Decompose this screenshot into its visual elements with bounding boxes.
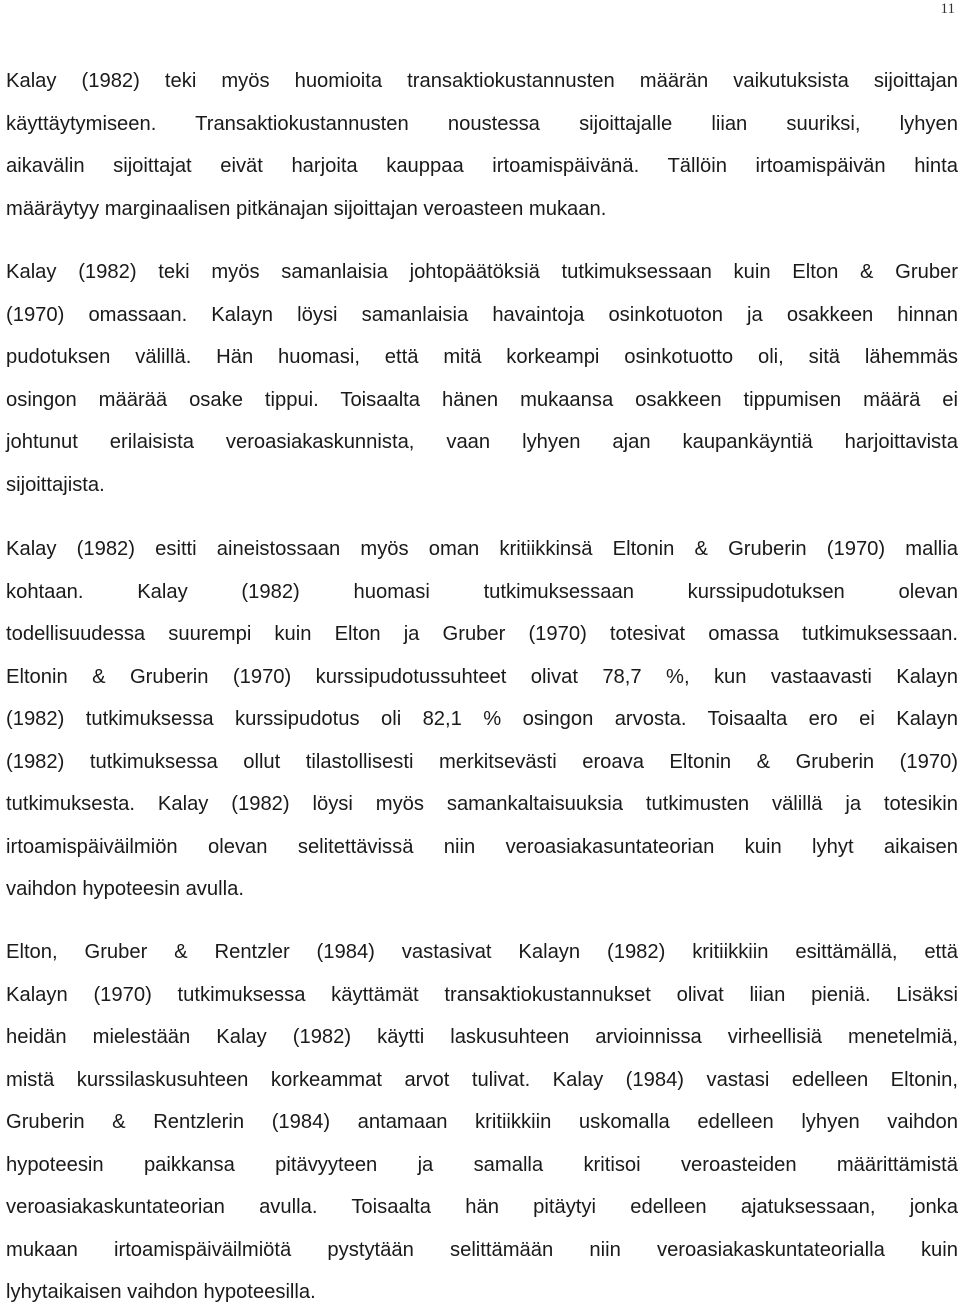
text-line: kohtaan. Kalay (1982) huomasi tutkimuksessaan kurssipudotuksen olevan [6,580,958,603]
text-line: mistä kurssilaskusuhteen korkeammat arvot tulivat. Kalay (1984) vastasi edelleen Eltonin, [6,1068,958,1091]
text-line: Gruberin & Rentzlerin (1984) antamaan kritiikkiin uskomalla edelleen lyhyen vaihdon [6,1111,958,1133]
text-line: Kalay (1982) teki myös samanlaisia johtopäätöksiä tutkimuksessaan kuin Elton & Gruber [6,261,958,283]
text-line: heidän mielestään Kalay (1982) käytti laskusuhteen arvioinnissa virheellisiä menetelmiä, [6,1026,958,1048]
paragraph-4 [6,931,958,1314]
text-line: osingon määrää osake tippui. Toisaalta hänen mukaansa osakkeen tippumisen määrä ei [6,388,958,411]
text-line: Kalayn (1970) tutkimuksessa käyttämät transaktiokustannukset olivat liian pieniä. Lisäksi [6,983,958,1006]
text-line: (1982) tutkimuksessa kurssipudotus oli 82,1 % osingon arvosta. Toisaalta ero ei Kalayn [6,708,958,730]
text-line: Elton, Gruber & Rentzler (1984) vastasivat Kalayn (1982) kritiikkiin esittämällä, että [6,941,958,963]
text-line: sijoittajista. [6,473,105,496]
text-line: pudotuksen välillä. Hän huomasi, että mitä korkeampi osinkotuotto oli, sitä lähemmäs [6,346,958,368]
paragraph-3 [6,528,958,911]
text-line: todellisuudessa suurempi kuin Elton ja Gruber (1970) totesivat omassa tutkimuksessaan. [6,623,958,645]
text-line: hypoteesin paikkansa pitävyyteen ja samalla kritisoi veroasteiden määrittämistä [6,1153,958,1176]
text-line: aikavälin sijoittajat eivät harjoita kauppaa irtoamispäivänä. Tällöin irtoamispäivän hinta [6,155,958,177]
paragraph-1 [6,60,958,230]
text-line: (1970) omassaan. Kalayn löysi samanlaisia havaintoja osinkotuoton ja osakkeen hinnan [6,303,958,326]
page-number: 11 [940,1,955,17]
paragraph-2 [6,251,958,506]
text-line: lyhytaikaisen vaihdon hypoteesilla. [6,1281,316,1303]
text-line: irtoamispäiväilmiön olevan selitettävissä niin veroasiakasuntateorian kuin lyhyt aikaisen [6,835,958,858]
text-line: Eltonin & Gruberin (1970) kurssipudotussuhteet olivat 78,7 %, kun vastaavasti Kalayn [6,665,958,688]
text-line: mukaan irtoamispäiväilmiötä pystytään selittämään niin veroasiakaskuntateorialla kuin [6,1238,958,1261]
text-line: Kalay (1982) esitti aineistossaan myös oman kritiikkinsä Eltonin & Gruberin (1970) mallia [6,538,958,560]
text-line: (1982) tutkimuksessa ollut tilastollisesti merkitsevästi eroava Eltonin & Gruberin (1970) [6,750,958,773]
text-line: vaihdon hypoteesin avulla. [6,878,244,900]
text-line: tutkimuksesta. Kalay (1982) löysi myös samankaltaisuuksia tutkimusten välillä ja totesikin [6,793,958,815]
text-line: Kalay (1982) teki myös huomioita transaktiokustannusten määrän vaikutuksista sijoittajan [6,70,958,92]
text-line: veroasiakaskuntateorian avulla. Toisaalta hän pitäytyi edelleen ajatuksessaan, jonka [6,1196,958,1218]
text-line: johtunut erilaisista veroasiakaskunnista, vaan lyhyen ajan kaupankäyntiä harjoittavista [6,431,958,453]
text-line: määräytyy marginaalisen pitkänajan sijoittajan veroasteen mukaan. [6,197,607,220]
text-line: käyttäytymiseen. Transaktiokustannusten noustessa sijoittajalle liian suuriksi, lyhyen [6,112,958,135]
